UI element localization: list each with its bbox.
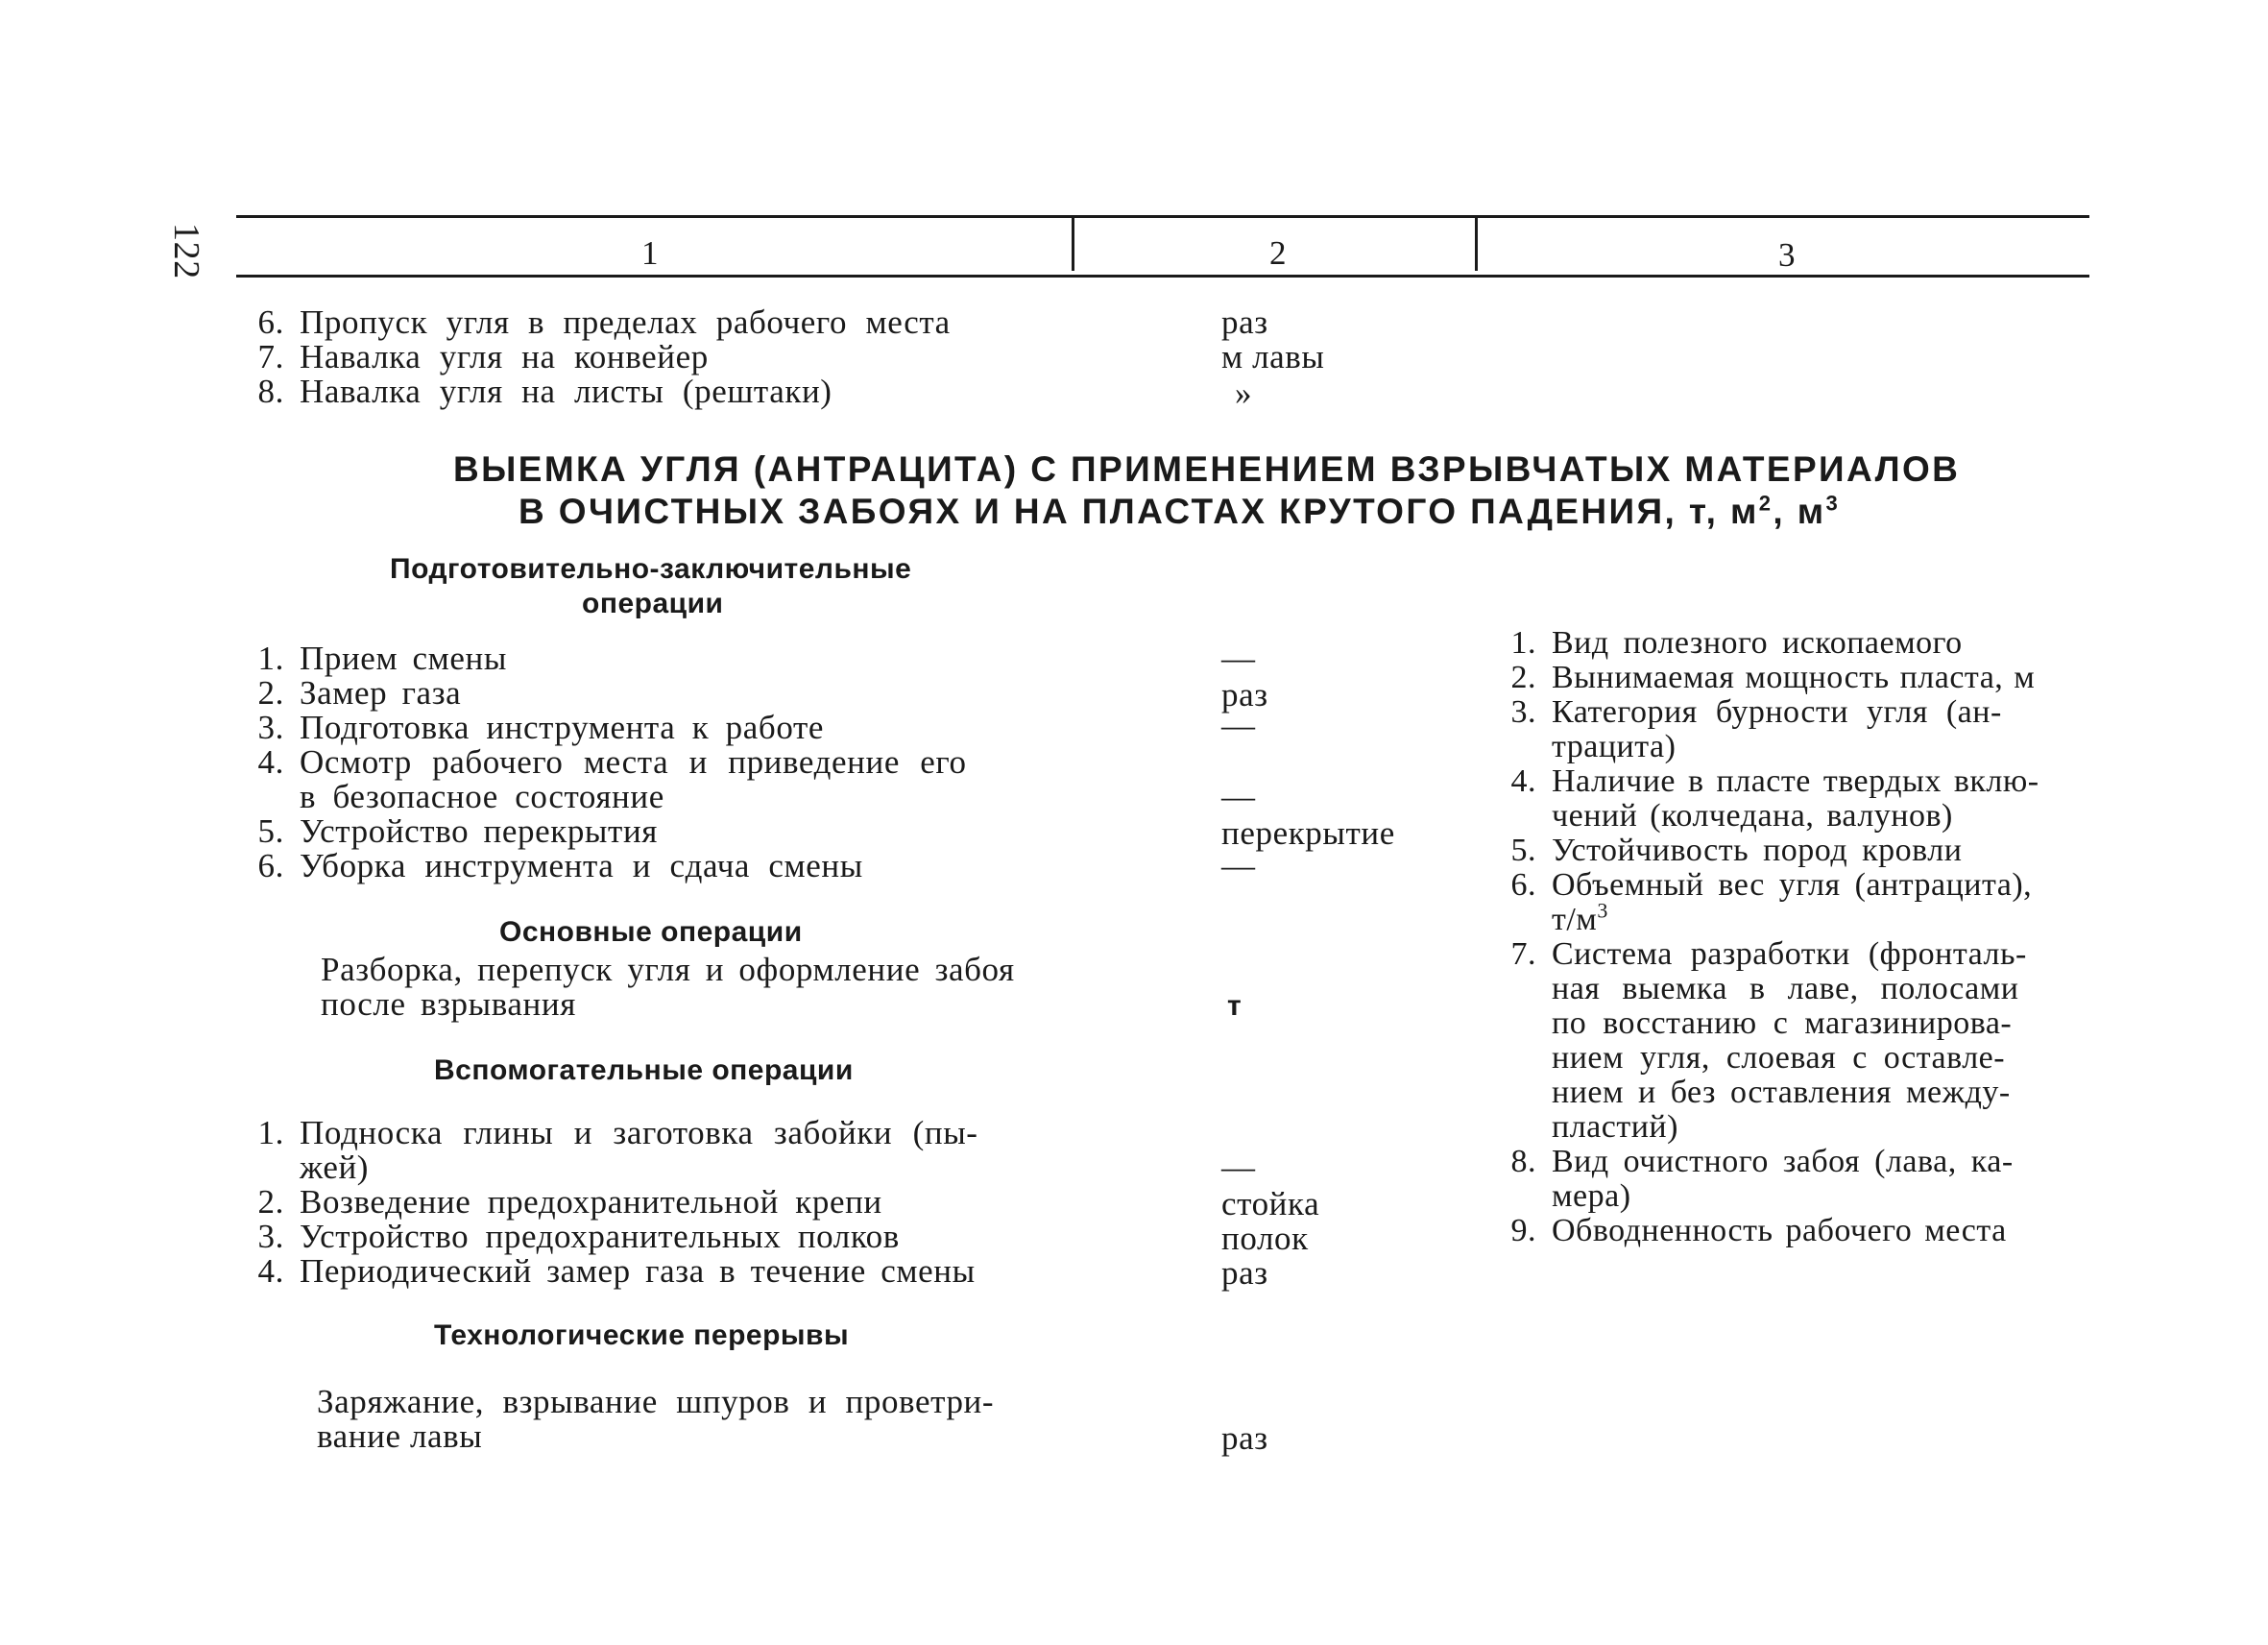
factor-item: 2. Вынимаемая мощность пласта, м <box>1510 660 2036 695</box>
list-item: 5. Устройство перекрытия <box>257 812 658 850</box>
unit-cell: — <box>1221 847 1256 884</box>
factor-item-continuation: по восстанию с магазинирова- <box>1552 1005 2013 1041</box>
unit-cell: перекрытие <box>1221 814 1395 852</box>
column-header-1: 1 <box>641 234 660 272</box>
list-item: 1. Прием смены <box>257 640 508 677</box>
main-heading: Основные операции <box>499 916 803 948</box>
unit-cell: — <box>1221 640 1256 677</box>
factor-item: 1. Вид полезного ископаемого <box>1510 625 1963 661</box>
list-item: 2. Замер газа <box>257 674 462 712</box>
list-item: 3. Устройство предохранительных полков <box>257 1218 900 1255</box>
unit-cell: раз <box>1221 1419 1268 1457</box>
factor-item-continuation: нием угля, слоевая с оставле- <box>1552 1040 2006 1076</box>
factor-item-continuation: трацита) <box>1552 729 1677 764</box>
unit-cell: стойка <box>1221 1185 1320 1222</box>
prep-heading-line-1: Подготовительно-заключительные <box>390 553 912 585</box>
list-item: 8. Навалка угля на листы (рештаки) <box>257 373 832 410</box>
unit-cell: раз <box>1221 1254 1268 1292</box>
breaks-text-line-2: вание лавы <box>317 1417 483 1455</box>
header-divider-2 <box>1475 217 1478 271</box>
unit-cell: т <box>1227 990 1243 1022</box>
list-item-continuation: жей) <box>300 1149 370 1186</box>
main-text-line-1: Разборка, перепуск угля и оформление забоя <box>321 951 1015 988</box>
unit-cell: » <box>1235 375 1253 412</box>
prep-heading-line-2: операции <box>582 588 724 619</box>
header-divider-1 <box>1072 217 1074 271</box>
section-title-line-1: ВЫЕМКА УГЛЯ (АНТРАЦИТА) С ПРИМЕНЕНИЕМ ВЗРЫВЧАТЫХ МАТЕРИАЛОВ <box>453 449 1961 489</box>
header-top-rule <box>236 215 2089 218</box>
column-header-2: 2 <box>1269 234 1288 272</box>
list-item: 4. Периодический замер газа в течение смены <box>257 1252 976 1290</box>
factor-item-continuation: ная выемка в лаве, полосами <box>1552 971 2019 1006</box>
unit-cell: полок <box>1221 1220 1309 1257</box>
factor-item: 8. Вид очистного забоя (лава, ка- <box>1510 1144 2014 1179</box>
unit-cell: — <box>1221 778 1256 815</box>
list-item: 2. Возведение предохранительной крепи <box>257 1183 882 1221</box>
list-item: 6. Уборка инструмента и сдача смены <box>257 847 863 884</box>
main-text-line-2: после взрывания <box>321 985 576 1023</box>
unit-cell: раз <box>1221 303 1268 341</box>
unit-cell: м лавы <box>1221 338 1325 375</box>
factor-item: 4. Наличие в пласте твердых вклю- <box>1510 763 2039 799</box>
factor-item-continuation: чений (колчедана, валунов) <box>1552 798 1953 834</box>
factor-item: 7. Система разработки (фронталь- <box>1510 936 2027 972</box>
list-item: 7. Навалка угля на конвейер <box>257 338 709 375</box>
breaks-text-line-1: Заряжание, взрывание шпуров и проветри- <box>317 1383 995 1420</box>
factors-list <box>1479 626 2103 1248</box>
factor-item: 5. Устойчивость пород кровли <box>1510 833 1963 868</box>
factor-item-continuation: нием и без оставления между- <box>1552 1075 2011 1110</box>
list-item-continuation: в безопасное состояние <box>300 778 664 815</box>
breaks-heading: Технологические перерывы <box>434 1319 850 1351</box>
aux-heading: Вспомогательные операции <box>434 1054 854 1086</box>
factor-item: 3. Категория бурности угля (ан- <box>1510 694 2002 730</box>
unit-cell: — <box>1221 707 1256 744</box>
list-item: 1. Подноска глины и заготовка забойки (пы- <box>257 1114 978 1151</box>
list-item: 3. Подготовка инструмента к работе <box>257 709 824 746</box>
factor-item: 6. Объемный вес угля (антрацита), <box>1510 867 2033 903</box>
section-title-line-2: В ОЧИСТНЫХ ЗАБОЯХ И НА ПЛАСТАХ КРУТОГО ПАДЕНИЯ, т, $м^2$, $м^3$ <box>519 491 1841 531</box>
header-bottom-rule <box>236 275 2089 278</box>
factor-item: 9. Обводненность рабочего места <box>1510 1213 2007 1248</box>
unit-cell: — <box>1221 1149 1256 1186</box>
list-item: 6. Пропуск угля в пределах рабочего места <box>257 303 951 341</box>
page-number: 122 <box>166 223 206 279</box>
factor-item-continuation: мера) <box>1552 1178 1631 1214</box>
factor-item-continuation: $т/м^3$ <box>1552 898 1608 937</box>
factor-item-continuation: пластий) <box>1552 1109 1678 1145</box>
unit-cell: раз <box>1221 676 1268 714</box>
column-header-3: 3 <box>1778 236 1797 274</box>
list-item: 4. Осмотр рабочего места и приведение его <box>257 743 967 781</box>
